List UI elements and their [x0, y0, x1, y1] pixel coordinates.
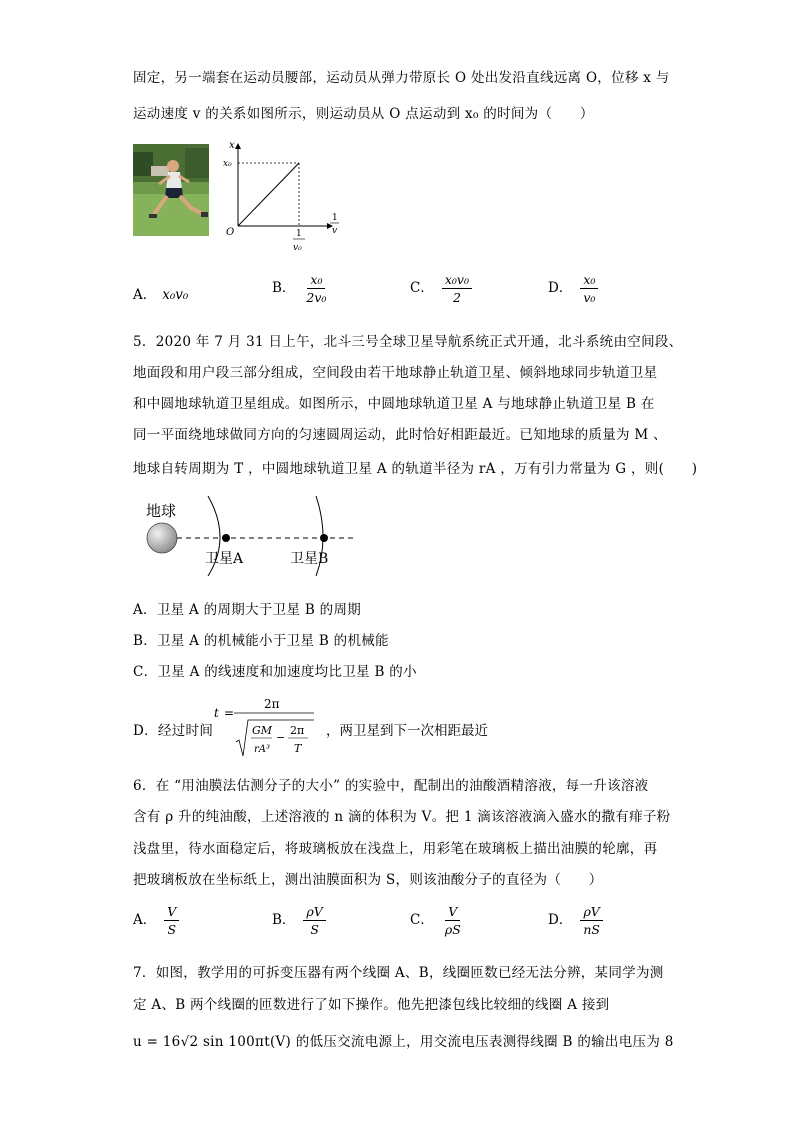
q5-option-d[interactable]	[133, 719, 213, 739]
satellite-b	[320, 534, 328, 542]
q7-text-line-1: 7．如图，教学用的可拆变压器有两个线圈 A、B，线圈匝数已经无法分辨，某同学为测	[133, 965, 664, 981]
y-tick-label: x₀	[223, 159, 232, 169]
formula-t: t	[214, 706, 219, 720]
q6-option-b-label: B．	[272, 912, 296, 928]
earth	[147, 523, 177, 553]
q6-option-a-label: A．	[133, 912, 157, 928]
q5-option-d-formula	[212, 690, 322, 760]
q4-text-line-2: 运动速度 v 的关系如图所示，则运动员从 O 点运动到 x₀ 的时间为（ ）	[133, 106, 594, 122]
y-axis-label: x	[229, 140, 235, 151]
q4-option-b-denominator: 2v₀	[306, 290, 327, 305]
q6-option-b-numerator: ρV	[303, 904, 325, 921]
q6-option-c[interactable]	[410, 904, 464, 937]
x-axis-label-denominator: v	[332, 226, 338, 236]
q4-option-c[interactable]	[410, 272, 472, 305]
q4-option-b-numerator: x₀	[307, 272, 325, 289]
q6-text-line-4: 把玻璃板放在坐标纸上，测出油膜面积为 S，则该油酸分子的直径为（ ）	[133, 872, 603, 888]
formula-two-pi: 2π	[290, 724, 305, 737]
q6-option-a[interactable]	[133, 904, 179, 937]
q4-option-c-label: C．	[410, 280, 434, 296]
x-axis-label-numerator: 1	[332, 213, 338, 223]
q4-option-c-numerator: x₀v₀	[442, 272, 472, 289]
q6-text-line-2: 含有 ρ 升的纯油酸，上述溶液的 n 滴的体积为 V。把 1 滴该溶液滴入盛水的撒有痱子粉	[133, 809, 671, 825]
earth-label: 地球	[146, 502, 177, 520]
origin-label: O	[226, 227, 235, 238]
formula-period-t: T	[294, 742, 302, 755]
q5-option-d-prefix: D．经过时间	[133, 723, 214, 739]
formula-equals: =	[224, 706, 235, 720]
q5-option-d-suffix: ，两卫星到下一次相距最近	[326, 723, 488, 739]
q4-option-d-label: D．	[548, 280, 573, 296]
q6-option-d[interactable]	[548, 904, 603, 937]
x-tick-numerator: 1	[296, 229, 302, 239]
runner-photo	[133, 144, 209, 236]
formula-gm: GM	[252, 724, 273, 737]
q4-text-line-1: 固定，另一端套在运动员腰部，运动员从弹力带原长 O 处出发沿直线远离 O，位移 x 与	[133, 70, 670, 86]
q5-text-line-5: 地球自转周期为 T ，中圆地球轨道卫星 A 的轨道半径为 rA ，万有引力常量为 G ，则( )	[133, 461, 698, 477]
q6-option-d-denominator: nS	[583, 922, 600, 937]
q4-option-c-denominator: 2	[452, 290, 461, 305]
q6-option-c-numerator: V	[445, 904, 460, 921]
q7-text-line-3: u = 16√2 sin 100πt(V) 的低压交流电源上，用交流电压表测得线圈 B 的输出电压为 8	[133, 1034, 674, 1050]
satellite-orbit-diagram	[140, 496, 360, 576]
q6-option-b[interactable]	[272, 904, 326, 937]
q5-option-b[interactable]: B．卫星 A 的机械能小于卫星 B 的机械能	[133, 633, 389, 649]
q6-option-d-label: D．	[548, 912, 573, 928]
q6-option-b-denominator: S	[310, 922, 319, 937]
q6-option-a-numerator: V	[164, 904, 179, 921]
graph-line	[238, 163, 299, 226]
q6-text-line-3: 浅盘里，待水面稳定后，将玻璃板放在浅盘上，用彩笔在玻璃板上描出油膜的轮廓，再	[133, 841, 658, 857]
q6-option-c-denominator: ρS	[444, 922, 461, 937]
satellite-b-label: 卫星B	[290, 551, 329, 567]
q4-option-b-label: B．	[272, 280, 296, 296]
satellite-a-label: 卫星A	[205, 551, 244, 567]
q5-text-line-2: 地面段和用户段三部分组成，空间段由若干地球静止轨道卫星、倾斜地球同步轨道卫星	[133, 365, 658, 381]
q5-option-a[interactable]: A．卫星 A 的周期大于卫星 B 的周期	[133, 602, 362, 618]
x-tick-denominator: v₀	[293, 243, 302, 253]
formula-ra3: rA³	[254, 744, 271, 755]
q4-option-d[interactable]	[548, 272, 598, 305]
q5-text-line-3: 和中圆地球轨道卫星组成。如图所示，中圆地球轨道卫星 A 与地球静止轨道卫星 B 在	[133, 396, 655, 412]
q4-option-d-numerator: x₀	[580, 272, 598, 289]
q4-option-a-label: A．	[133, 287, 157, 303]
satellite-a	[222, 534, 230, 542]
q4-option-a-expr: x₀v₀	[162, 287, 189, 303]
q6-text-line-1: 6．在 “用油膜法估测分子的大小” 的实验中，配制出的油酸酒精溶液，每一升该溶液	[133, 778, 649, 794]
q4-option-d-denominator: v₀	[583, 290, 596, 305]
q6-option-a-denominator: S	[167, 922, 177, 937]
q4-option-b[interactable]	[272, 272, 329, 305]
q6-option-c-label: C．	[410, 912, 434, 928]
formula-numerator: 2π	[264, 697, 280, 711]
q6-option-d-numerator: ρV	[580, 904, 602, 921]
q5-option-c[interactable]: C．卫星 A 的线速度和加速度均比卫星 B 的小	[133, 664, 417, 680]
q7-text-line-2: 定 A、B 两个线圈的匝数进行了如下操作。他先把漆包线比较细的线圈 A 接到	[133, 997, 610, 1013]
x-vs-inverse-v-graph	[220, 134, 350, 264]
q5-text-line-1: 5．2020 年 7 月 31 日上午，北斗三号全球卫星导航系统正式开通，北斗系统由空间段、	[133, 334, 683, 350]
q4-option-a[interactable]	[133, 283, 188, 303]
formula-minus: −	[276, 731, 286, 744]
q5-text-line-4: 同一平面绕地球做同方向的匀速圆周运动，此时恰好相距最近。已知地球的质量为 M 、	[133, 427, 667, 443]
